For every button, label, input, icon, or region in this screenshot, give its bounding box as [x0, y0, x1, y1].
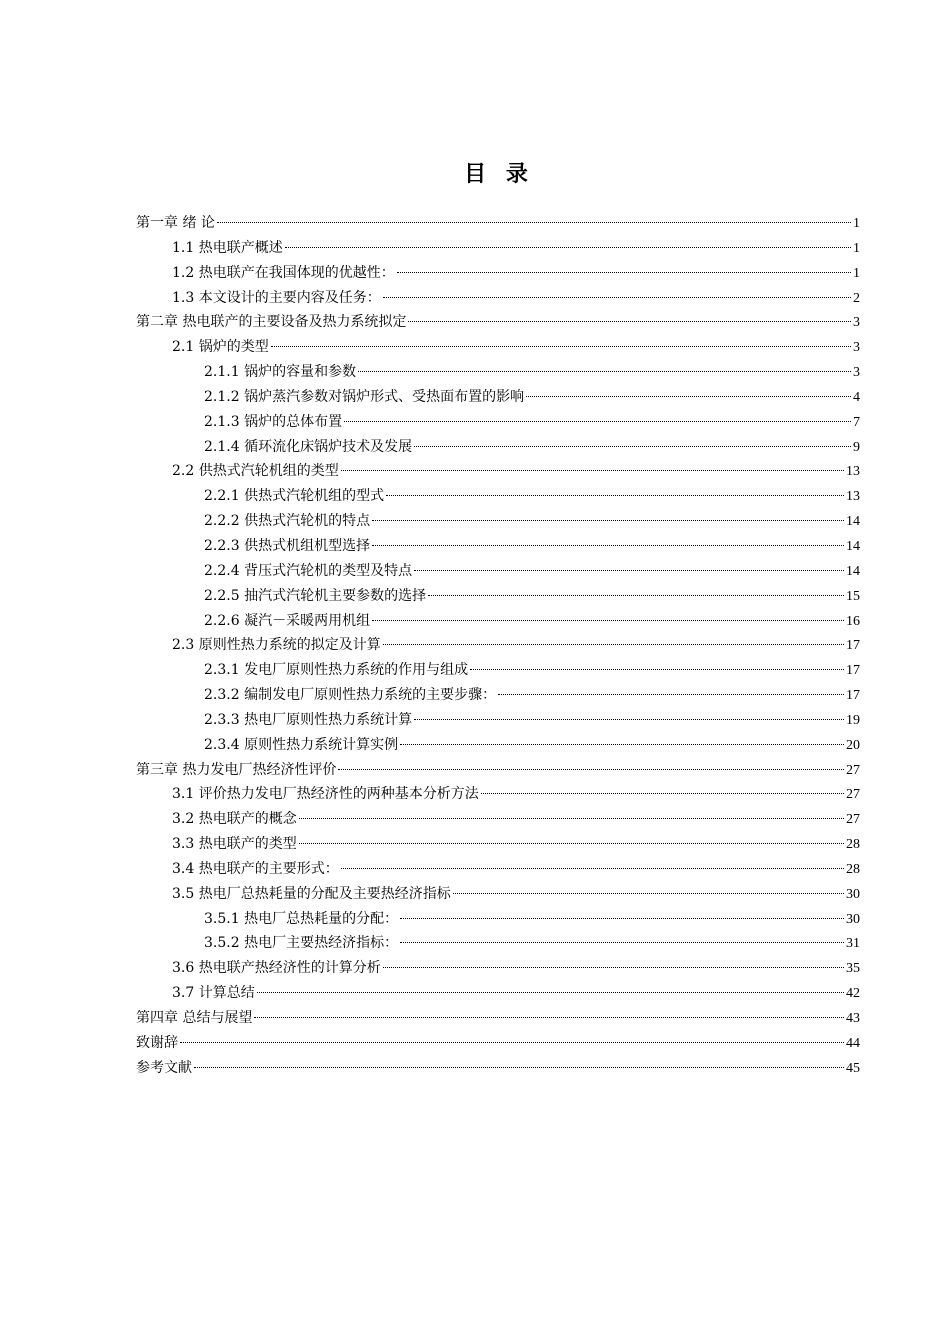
toc-entry-page-number: 17 [846, 688, 860, 704]
toc-entry[interactable] [136, 1056, 860, 1081]
toc-entry-page-number: 42 [846, 986, 860, 1002]
toc-entry[interactable] [136, 708, 860, 733]
toc-entry[interactable] [136, 857, 860, 882]
dot-leader [194, 1067, 844, 1068]
dot-leader [338, 769, 844, 770]
toc-entry[interactable] [136, 211, 860, 236]
table-of-contents [136, 211, 860, 1081]
toc-entry-title: 3.5.2 热电厂主要热经济指标： [204, 935, 399, 952]
toc-entry-page-number: 4 [853, 389, 860, 405]
toc-entry-title: 第四章 总结与展望 [136, 1010, 253, 1026]
toc-entry-title: 2.3.3 热电厂原则性热力系统计算 [204, 711, 413, 728]
toc-entry-title: 2.3.1 发电厂原则性热力系统的作用与组成 [204, 662, 469, 679]
toc-entry[interactable] [136, 733, 860, 758]
toc-entry-page-number: 20 [846, 737, 860, 753]
toc-entry-title: 2.2 供热式汽轮机组的类型 [172, 463, 339, 480]
toc-entry-title: 2.1.3 锅炉的总体布置 [204, 413, 343, 430]
dot-leader [271, 346, 851, 347]
toc-entry[interactable] [136, 335, 860, 360]
dot-leader [341, 470, 844, 471]
toc-entry-page-number: 15 [846, 588, 860, 604]
toc-entry[interactable] [136, 956, 860, 981]
dot-leader [344, 421, 851, 422]
toc-entry-title: 2.1.4 循环流化床锅炉技术及发展 [204, 438, 413, 455]
dot-leader [397, 272, 851, 273]
toc-entry[interactable] [136, 459, 860, 484]
dot-leader [299, 843, 844, 844]
dot-leader [470, 669, 844, 670]
toc-entry-title: 3.4 热电联产的主要形式： [172, 860, 339, 877]
toc-entry[interactable] [136, 1006, 860, 1031]
dot-leader [386, 495, 844, 496]
toc-entry[interactable] [136, 236, 860, 261]
dot-leader [400, 918, 844, 919]
dot-leader [217, 222, 851, 223]
toc-entry[interactable] [136, 658, 860, 683]
toc-entry-title: 2.2.4 背压式汽轮机的类型及特点 [204, 562, 413, 579]
toc-entry-page-number: 14 [846, 514, 860, 530]
dot-leader [400, 942, 844, 943]
toc-entry-title: 致谢辞 [136, 1034, 178, 1051]
toc-entry-page-number: 14 [846, 563, 860, 579]
dot-leader [372, 520, 844, 521]
toc-entry-title: 2.1 锅炉的类型 [172, 339, 269, 356]
toc-entry-page-number: 17 [846, 663, 860, 679]
toc-entry-title: 2.2.3 供热式机组机型选择 [204, 537, 371, 554]
toc-entry-page-number: 17 [846, 638, 860, 654]
toc-entry[interactable] [136, 534, 860, 559]
toc-entry-title: 第一章 绪 论 [136, 215, 215, 231]
toc-entry-page-number: 44 [846, 1035, 860, 1051]
dot-leader [428, 595, 844, 596]
page-title: 目 录 [464, 162, 534, 187]
toc-entry[interactable] [136, 683, 860, 708]
toc-entry-page-number: 9 [853, 439, 860, 455]
toc-entry-page-number: 27 [846, 787, 860, 803]
toc-entry-title: 第二章 热电联产的主要设备及热力系统拟定 [136, 314, 407, 331]
toc-entry[interactable] [136, 261, 860, 286]
toc-entry-page-number: 1 [853, 265, 860, 281]
toc-entry-page-number: 31 [846, 936, 860, 952]
toc-entry-page-number: 1 [853, 216, 860, 231]
toc-entry-title: 1.3 本文设计的主要内容及任务： [172, 289, 381, 306]
toc-entry-title: 第三章 热力发电厂热经济性评价 [136, 761, 337, 778]
toc-entry[interactable] [136, 310, 860, 335]
toc-entry-title: 3.3 热电联产的类型 [172, 836, 297, 853]
toc-entry-page-number: 28 [846, 861, 860, 877]
toc-entry-title: 2.2.2 供热式汽轮机的特点 [204, 513, 371, 530]
toc-entry[interactable] [136, 782, 860, 807]
toc-entry-page-number: 16 [846, 613, 860, 629]
toc-entry-title: 1.1 热电联产概述 [172, 239, 283, 256]
toc-entry-page-number: 28 [846, 837, 860, 853]
toc-entry[interactable] [136, 758, 860, 783]
toc-entry[interactable] [136, 907, 860, 932]
dot-leader [285, 247, 851, 248]
dot-leader [254, 1017, 844, 1018]
dot-leader [383, 297, 851, 298]
toc-entry-title: 2.2.5 抽汽式汽轮机主要参数的选择 [204, 587, 427, 604]
toc-entry-title: 2.2.1 供热式汽轮机组的型式 [204, 488, 385, 505]
dot-leader [257, 992, 844, 993]
toc-entry-title: 3.6 热电联产热经济性的计算分析 [172, 960, 381, 977]
toc-entry[interactable] [136, 633, 860, 658]
dot-leader [414, 446, 851, 447]
toc-entry-title: 3.5.1 热电厂总热耗量的分配： [204, 910, 399, 927]
dot-leader [481, 793, 844, 794]
toc-entry[interactable] [136, 931, 860, 956]
dot-leader [408, 321, 851, 322]
toc-entry[interactable] [136, 360, 860, 385]
dot-leader [372, 620, 844, 621]
toc-entry-title: 2.1.1 锅炉的容量和参数 [204, 364, 357, 381]
toc-entry-title: 3.7 计算总结 [172, 985, 255, 1002]
toc-entry-title: 2.1.2 锅炉蒸汽参数对锅炉形式、受热面布置的影响 [204, 388, 525, 405]
dot-leader [383, 967, 844, 968]
toc-entry-title: 2.2.6 凝汽－采暖两用机组 [204, 612, 371, 629]
toc-entry[interactable] [136, 286, 860, 311]
dot-leader [414, 719, 844, 720]
toc-entry-page-number: 19 [846, 712, 860, 728]
toc-entry[interactable] [136, 1031, 860, 1056]
toc-entry-page-number: 27 [846, 762, 860, 778]
toc-entry[interactable] [136, 410, 860, 435]
toc-entry-title: 3.2 热电联产的概念 [172, 811, 297, 828]
dot-leader [400, 744, 844, 745]
toc-entry[interactable] [136, 509, 860, 534]
dot-leader [383, 644, 844, 645]
toc-entry[interactable] [136, 882, 860, 907]
toc-entry-page-number: 2 [853, 290, 860, 306]
toc-entry-title: 2.3 原则性热力系统的拟定及计算 [172, 637, 381, 654]
dot-leader [498, 694, 844, 695]
toc-entry-page-number: 3 [853, 315, 860, 331]
toc-entry[interactable] [136, 584, 860, 609]
dot-leader [358, 371, 851, 372]
dot-leader [180, 1042, 844, 1043]
toc-entry[interactable] [136, 559, 860, 584]
toc-entry-page-number: 14 [846, 538, 860, 554]
dot-leader [453, 893, 844, 894]
dot-leader [414, 570, 844, 571]
toc-entry-title: 2.3.2 编制发电厂原则性热力系统的主要步骤： [204, 687, 497, 704]
dot-leader [372, 545, 844, 546]
toc-entry-page-number: 30 [846, 886, 860, 902]
toc-entry-title: 1.2 热电联产在我国体现的优越性： [172, 264, 395, 281]
toc-entry[interactable] [136, 981, 860, 1006]
toc-entry-page-number: 43 [846, 1011, 860, 1026]
toc-entry[interactable] [136, 609, 860, 634]
toc-entry-title: 参考文献 [136, 1059, 192, 1076]
toc-entry-page-number: 13 [846, 464, 860, 480]
toc-entry-title: 3.5 热电厂总热耗量的分配及主要热经济指标 [172, 885, 451, 902]
dot-leader [526, 396, 851, 397]
toc-entry[interactable] [136, 435, 860, 460]
toc-entry[interactable] [136, 484, 860, 509]
toc-entry[interactable] [136, 807, 860, 832]
dot-leader [299, 818, 844, 819]
dot-leader [341, 868, 844, 869]
toc-entry-page-number: 1 [853, 240, 860, 256]
toc-entry-page-number: 7 [853, 414, 860, 430]
toc-entry-page-number: 45 [846, 1060, 860, 1076]
toc-entry-title: 3.1 评价热力发电厂热经济性的两种基本分析方法 [172, 786, 479, 803]
toc-entry[interactable] [136, 832, 860, 857]
toc-entry-page-number: 30 [846, 911, 860, 927]
toc-entry-title: 2.3.4 原则性热力系统计算实例 [204, 736, 399, 753]
toc-entry-page-number: 27 [846, 812, 860, 828]
toc-entry-page-number: 3 [853, 365, 860, 381]
toc-entry[interactable] [136, 385, 860, 410]
toc-entry-page-number: 3 [853, 340, 860, 356]
toc-entry-page-number: 35 [846, 961, 860, 977]
toc-entry-page-number: 13 [846, 489, 860, 505]
